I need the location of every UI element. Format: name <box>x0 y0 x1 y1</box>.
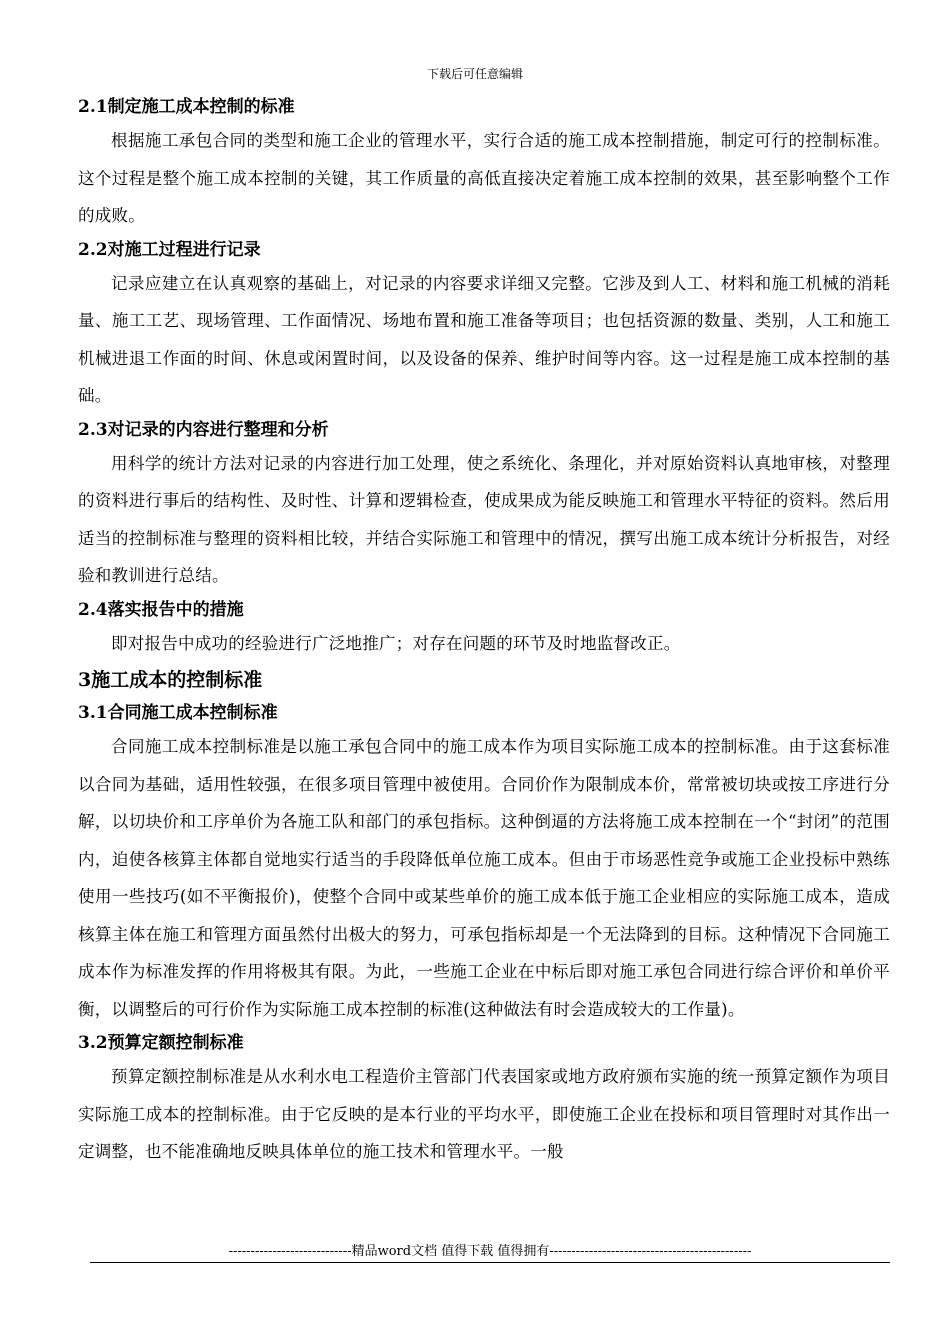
page-footer-text: ----------------------------精品word文档 值得下载 值得拥有---------------------------------------------- <box>228 1244 752 1259</box>
paragraph-3-2: 预算定额控制标准是从水利水电工程造价主管部门代表国家或地方政府颁布实施的统一预算定额作为项目实际施工成本的控制标准。由于它反映的是本行业的平均水平，即使施工企业在投标和项目管理时对其作出一定调整，也不能准确地反映具体单位的施工技术和管理水平。一般 <box>78 1067 890 1161</box>
paragraph-2-4: 即对报告中成功的经验进行广泛地推广；对存在问题的环节及时地监督改正。 <box>111 633 681 653</box>
paragraph-2-3: 用科学的统计方法对记录的内容进行加工处理，使之系统化、条理化，并对原始资料认真地审核，对整理的资料进行事后的结构性、及时性、计算和逻辑检查，使成果成为能反映施工和管理水平特征的资料。然后用适当的控制标准与整理的资料相比较，并结合实际施工和管理中的情况，撰写出施工成本统计分析报告，对经验和教训进行总结。 <box>78 453 890 585</box>
footer-rule <box>90 1262 890 1263</box>
paragraph-2-1: 根据施工承包合同的类型和施工企业的管理水平，实行合适的施工成本控制措施，制定可行的控制标准。这个过程是整个施工成本控制的关键，其工作质量的高低直接决定着施工成本控制的效果，甚至影响整个工作的成败。 <box>78 131 890 225</box>
paragraph-3-1: 合同施工成本控制标准是以施工承包合同中的施工成本作为项目实际施工成本的控制标准。由于这套标准以合同为基础，适用性较强，在很多项目管理中被使用。合同价作为限制成本价，常常被切块或按工序进行分解，以切块价和工序单价为各施工队和部门的承包指标。这种倒逼的方法将施工成本控制在一个“封闭”的范围内，迫使各核算主体都自觉地实行适当的手段降低单位施工成本。但由于市场恶性竞争或施工企业投标中熟练使用一些技巧(如不平衡报价)，使整个合同中或某些单价的施工成本低于施工企业相应的实际施工成本，造成核算主体在施工和管理方面虽然付出极大的努力，可承包指标却是一个无法降到的目标。这种情况下合同施工成本作为标准发挥的作用将极其有限。为此，一些施工企业在中标后即对施工承包合同进行综合评价和单价平衡，以调整后的可行价作为实际施工成本控制的标准(这种做法有时会造成较大的工作量)。 <box>78 737 890 1019</box>
chapter-3-title: 3施工成本的控制标准 <box>78 669 263 691</box>
page-header-note: 下载后可任意编辑 <box>426 67 523 81</box>
document-body <box>78 92 890 1171</box>
heading-2-4: 2.4落实报告中的措施 <box>78 599 244 620</box>
heading-3-1: 3.1合同施工成本控制标准 <box>78 703 278 723</box>
heading-2-3: 2.3对记录的内容进行整理和分析 <box>78 419 329 440</box>
paragraph-2-2: 记录应建立在认真观察的基础上，对记录的内容要求详细又完整。它涉及到人工、材料和施工机械的消耗量、施工工艺、现场管理、工作面情况、场地布置和施工准备等项目；也包括资源的数量、类别，人工和施工机械进退工作面的时间、休息或闲置时间，以及设备的保养、维护时间等内容。这一过程是施工成本控制的基础。 <box>78 273 890 405</box>
heading-2-2: 2.2对施工过程进行记录 <box>78 239 261 260</box>
heading-3-2: 3.2预算定额控制标准 <box>78 1033 244 1053</box>
heading-2-1: 2.1制定施工成本控制的标准 <box>78 97 295 117</box>
